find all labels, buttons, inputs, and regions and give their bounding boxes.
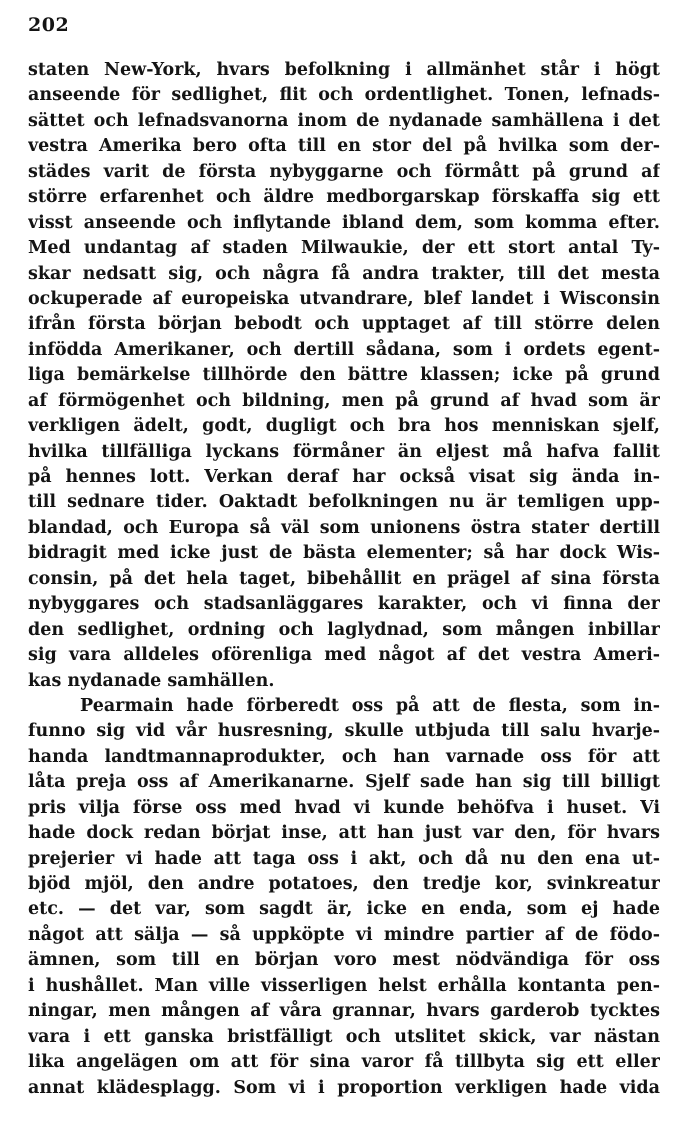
text-line: annat klädesplagg. Som vi i proportion verkligen hade vida bbox=[28, 1077, 660, 1098]
text-line: Pearmain hade förberedt oss på att de flesta, som in- bbox=[80, 695, 660, 716]
text-line: hvilka tillfälliga lyckans förmåner än eljest må hafva fallit bbox=[28, 441, 660, 462]
text-line: bidragit med icke just de bästa elementer; så har dock Wis- bbox=[28, 543, 660, 564]
text-line: bjöd mjöl, den andre potatoes, den tredje kor, svinkreatur bbox=[28, 874, 660, 894]
text-line: städes varit de första nybyggarne och förmått på grund af bbox=[28, 161, 660, 182]
text-line: Med undantag af staden Milwaukie, der ett stort antal Ty- bbox=[28, 238, 660, 259]
text-line: ningar, men mången af våra grannar, hvars garderob tycktes bbox=[28, 1001, 660, 1022]
page-number: 202 bbox=[28, 14, 70, 36]
text-line: vara i ett ganska bristfälligt och utslitet skick, var nästan bbox=[28, 1026, 660, 1047]
text-line: prejerier vi hade att taga oss i akt, och då nu den ena ut- bbox=[28, 848, 660, 869]
text-line: vestra Amerika bero ofta till en stor del på hvilka som der- bbox=[28, 136, 660, 157]
text-line: nybyggares och stadsanläggares karakter, och vi finna der bbox=[28, 594, 660, 615]
text-line: något att sälja — så uppköpte vi mindre partier af de födo- bbox=[28, 924, 660, 945]
text-line: liga bemärkelse tillhörde den bättre klassen; icke på grund bbox=[28, 365, 660, 386]
text-line: på hennes lott. Verkan deraf har också visat sig ända in- bbox=[28, 467, 660, 487]
text-line: i hushållet. Man ville visserligen helst erhålla kontanta pen- bbox=[28, 975, 660, 996]
text-line: pris vilja förse oss med hvad vi kunde behöfva i huset. Vi bbox=[28, 797, 660, 818]
text-line: etc. — det var, som sagdt är, icke en enda, som ej hade bbox=[28, 899, 660, 920]
text-line: den sedlighet, ordning och laglydnad, som mången inbillar bbox=[28, 619, 660, 640]
text-line: verkligen ädelt, godt, dugligt och bra hos menniskan sjelf, bbox=[28, 416, 660, 437]
text-line: sig vara alldeles oförenliga med något af det vestra Ameri- bbox=[28, 645, 660, 666]
text-line: ifrån första början bebodt och upptaget af till större delen bbox=[28, 314, 660, 335]
text-line: skar nedsatt sig, och några få andra trakter, till det mesta bbox=[28, 263, 660, 284]
text-line: kas nydanade samhällen. bbox=[28, 670, 275, 691]
text-line: staten New-York, hvars befolkning i allmänhet står i högt bbox=[28, 60, 660, 80]
text-line: anseende för sedlighet, flit och ordentlighet. Tonen, lefnads- bbox=[28, 85, 660, 106]
text-line: hade dock redan börjat inse, att han just var den, för hvars bbox=[28, 823, 660, 844]
text-line: ockuperade af europeiska utvandrare, blef landet i Wisconsin bbox=[28, 288, 660, 309]
text-line: visst anseende och inflytande ibland dem, som komma efter. bbox=[28, 212, 660, 233]
body-text bbox=[28, 58, 660, 1101]
text-line: till sednare tider. Oaktadt befolkningen nu är temligen upp- bbox=[28, 492, 660, 513]
text-line: infödda Amerikaner, och dertill sådana, som i ordets egent- bbox=[28, 339, 660, 360]
text-line: af förmögenhet och bildning, men på grund af hvad som är bbox=[28, 390, 660, 411]
text-line: sättet och lefnadsvanorna inom de nydanade samhällena i det bbox=[28, 110, 660, 131]
text-line: consin, på det hela taget, bibehållit en prägel af sina första bbox=[28, 568, 660, 589]
text-line: blandad, och Europa så väl som unionens östra stater dertill bbox=[28, 517, 660, 538]
text-line: större erfarenhet och äldre medborgarskap förskaffa sig ett bbox=[28, 187, 660, 208]
text-line: funno sig vid vår husresning, skulle utbjuda till salu hvarje- bbox=[28, 721, 660, 742]
text-line: ämnen, som till en början voro mest nödvändiga för oss bbox=[28, 950, 660, 971]
paragraph-2 bbox=[28, 694, 660, 1101]
text-line: handa landtmannaprodukter, och han varnade oss för att bbox=[28, 746, 660, 767]
text-line: lika angelägen om att för sina varor få tillbyta sig ett eller bbox=[28, 1052, 660, 1073]
paragraph-1 bbox=[28, 58, 660, 694]
text-line: låta preja oss af Amerikanarne. Sjelf sade han sig till billigt bbox=[28, 772, 660, 793]
